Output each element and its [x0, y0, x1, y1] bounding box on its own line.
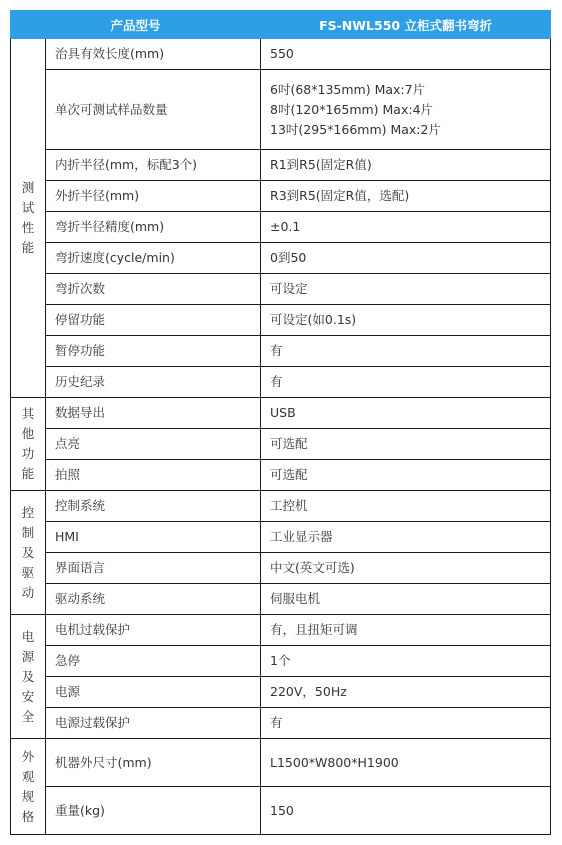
param-label: 暂停功能 — [46, 336, 261, 367]
table-row — [11, 212, 551, 243]
category-cell — [11, 39, 46, 398]
param-value-line: 有 — [270, 715, 283, 730]
table-row — [11, 305, 551, 336]
param-label: 治具有效长度(mm) — [46, 39, 261, 70]
param-value-line: 8吋(120*165mm) Max:4片 — [270, 101, 434, 117]
param-label: 电源过载保护 — [46, 708, 261, 739]
category-char: 源 — [21, 648, 35, 664]
param-value-line: ±0.1 — [270, 219, 301, 234]
table-row — [11, 739, 551, 787]
param-value-line: 0到50 — [270, 250, 307, 265]
table-row — [11, 150, 551, 181]
param-value — [261, 150, 551, 181]
param-value — [261, 739, 551, 787]
table-row — [11, 522, 551, 553]
table-row — [11, 39, 551, 70]
param-value — [261, 212, 551, 243]
category-char: 安 — [21, 688, 35, 704]
param-value-line: USB — [270, 405, 296, 420]
param-value — [261, 553, 551, 584]
param-value-line: 550 — [270, 46, 294, 61]
param-value — [261, 584, 551, 615]
category-char: 电 — [21, 628, 35, 644]
table-row — [11, 646, 551, 677]
category-char: 能 — [21, 466, 35, 481]
category-char: 性 — [21, 220, 35, 235]
param-value-line: 可设定(如0.1s) — [270, 312, 357, 327]
param-value-line: 有 — [270, 343, 283, 358]
category-char: 能 — [21, 240, 35, 255]
table-row — [11, 460, 551, 491]
param-value-line: R1到R5(固定R值) — [270, 157, 372, 172]
category-char: 格 — [21, 808, 35, 824]
spec-table — [10, 10, 551, 835]
param-value-line: R3到R5(固定R值，选配) — [270, 188, 410, 203]
category-char: 他 — [21, 426, 35, 441]
param-value — [261, 708, 551, 739]
param-value-line: 有，且扭矩可调 — [270, 622, 358, 637]
param-label: 重量(kg) — [46, 787, 261, 835]
param-label: 弯折次数 — [46, 274, 261, 305]
param-value-line: 13吋(295*166mm) Max:2片 — [270, 121, 441, 137]
param-label: 停留功能 — [46, 305, 261, 336]
header-product-col: 产品型号 — [11, 11, 261, 39]
table-row — [11, 553, 551, 584]
param-label: 外折半径(mm) — [46, 181, 261, 212]
param-label: 数据导出 — [46, 398, 261, 429]
param-value — [261, 243, 551, 274]
category-char: 规 — [21, 788, 35, 804]
param-label: 弯折半径精度(mm) — [46, 212, 261, 243]
param-value-line: 150 — [270, 802, 294, 818]
param-value — [261, 460, 551, 491]
category-char: 及 — [21, 668, 35, 684]
param-value-line: 伺服电机 — [270, 591, 321, 606]
param-label: 机器外尺寸(mm) — [46, 739, 261, 787]
param-label: HMI — [46, 522, 261, 553]
param-value-line: L1500*W800*H1900 — [270, 754, 399, 770]
category-char: 测 — [21, 180, 35, 195]
category-char: 外 — [21, 748, 35, 764]
category-char: 全 — [21, 708, 35, 724]
param-value-line: 可选配 — [270, 436, 308, 451]
param-value — [261, 39, 551, 70]
category-cell — [11, 491, 46, 615]
param-value-line: 可设定 — [270, 281, 308, 296]
param-label: 电机过载保护 — [46, 615, 261, 646]
param-value — [261, 646, 551, 677]
category-char: 驱 — [21, 564, 35, 580]
param-value — [261, 491, 551, 522]
spec-body — [11, 39, 551, 835]
param-value — [261, 274, 551, 305]
table-row — [11, 787, 551, 835]
param-value-line: 工控机 — [270, 498, 308, 513]
table-row — [11, 243, 551, 274]
header-model: FS-NWL550 立柜式翻书弯折 — [261, 11, 551, 39]
table-row — [11, 336, 551, 367]
param-label: 电源 — [46, 677, 261, 708]
category-char: 控 — [21, 504, 35, 520]
category-char: 及 — [21, 544, 35, 560]
category-char: 其 — [21, 406, 35, 421]
param-value — [261, 429, 551, 460]
param-value-line: 工业显示器 — [270, 529, 333, 544]
category-cell — [11, 398, 46, 491]
param-value — [261, 367, 551, 398]
param-label: 弯折速度(cycle/min) — [46, 243, 261, 274]
table-row — [11, 584, 551, 615]
category-char: 制 — [21, 524, 35, 540]
param-label: 驱动系统 — [46, 584, 261, 615]
category-char: 动 — [21, 584, 35, 600]
param-label: 历史纪录 — [46, 367, 261, 398]
category-char: 功 — [21, 446, 35, 461]
category-char: 试 — [21, 200, 35, 215]
table-row — [11, 367, 551, 398]
param-value — [261, 181, 551, 212]
param-value — [261, 70, 551, 150]
table-row — [11, 708, 551, 739]
param-label: 控制系统 — [46, 491, 261, 522]
category-cell — [11, 615, 46, 739]
table-row — [11, 429, 551, 460]
param-value — [261, 677, 551, 708]
header-row — [11, 11, 551, 39]
table-row — [11, 181, 551, 212]
param-value-line: 有 — [270, 374, 283, 389]
table-row — [11, 491, 551, 522]
category-cell — [11, 739, 46, 835]
param-value-line: 1个 — [270, 653, 291, 668]
param-value — [261, 336, 551, 367]
param-label: 界面语言 — [46, 553, 261, 584]
param-value — [261, 522, 551, 553]
param-value — [261, 398, 551, 429]
param-label: 内折半径(mm，标配3个) — [46, 150, 261, 181]
param-value-line: 6吋(68*135mm) Max:7片 — [270, 81, 426, 97]
param-value — [261, 305, 551, 336]
table-row — [11, 615, 551, 646]
param-value-line: 220V，50Hz — [270, 684, 347, 699]
table-row — [11, 398, 551, 429]
param-value-line: 中文(英文可选) — [270, 560, 355, 575]
table-row — [11, 274, 551, 305]
param-label: 点亮 — [46, 429, 261, 460]
table-row — [11, 677, 551, 708]
param-value — [261, 787, 551, 835]
param-label: 急停 — [46, 646, 261, 677]
param-value-line: 可选配 — [270, 467, 308, 482]
param-label: 单次可测试样品数量 — [46, 70, 261, 150]
table-row — [11, 70, 551, 150]
param-label: 拍照 — [46, 460, 261, 491]
category-char: 观 — [21, 768, 35, 784]
param-value — [261, 615, 551, 646]
